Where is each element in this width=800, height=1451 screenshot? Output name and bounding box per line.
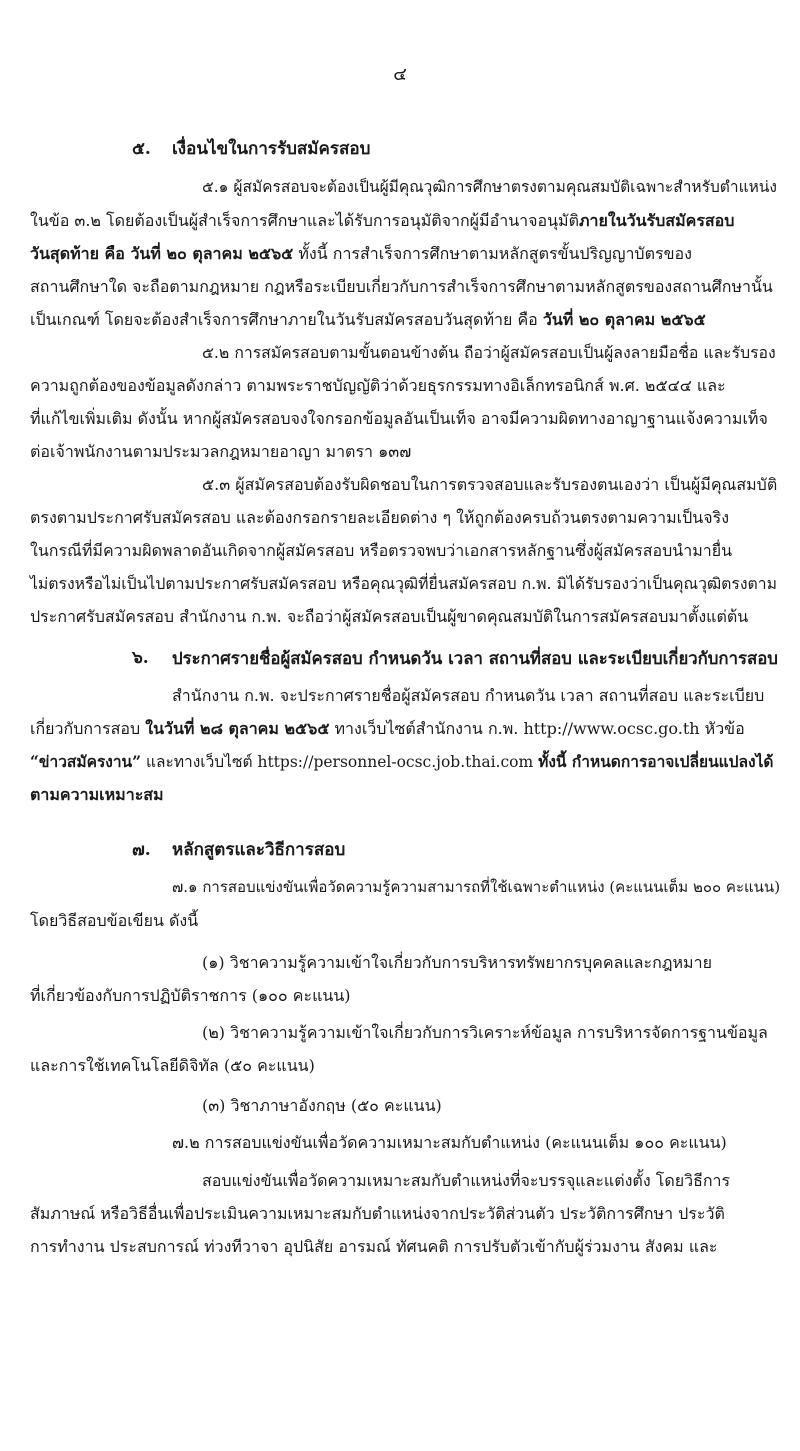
para-6-line-3-bold: “ข่าวสมัครงาน” [30, 752, 142, 771]
para-5-1-line-3 [30, 246, 692, 262]
page-number: ๔ [393, 64, 407, 85]
subject-2-line-1: (๒) วิชาความรู้ความเข้าใจเกี่ยวกับการวิเคราะห์ข้อมูล การบริหารจัดการฐานข้อมูล [202, 1023, 768, 1042]
para-6-line-4: ตามความเหมาะสม [30, 785, 164, 804]
subject-1-line-1: (๑) วิชาความรู้ความเข้าใจเกี่ยวกับการบริหารทรัพยากรบุคคลและกฎหมาย [202, 953, 712, 972]
para-6-line-2 [30, 721, 745, 737]
subject-2-line-2: และการใช้เทคโนโลยีดิจิทัล (๕๐ คะแนน) [30, 1056, 315, 1075]
para-5-1-line-2-bold: ภายในวันรับสมัครสอบ [578, 211, 735, 230]
para-5-1-line-3-bold: วันสุดท้าย คือ วันที่ ๒๐ ตุลาคม ๒๕๖๕ [30, 244, 294, 263]
section-6-number: ๖. [132, 648, 149, 668]
para-6-line-3-bold-2: ทั้งนี้ กำหนดการอาจเปลี่ยนแปลงได้ [538, 752, 774, 771]
para-6-line-3 [30, 754, 773, 771]
subject-1-line-2: ที่เกี่ยวข้องกับการปฏิบัติราชการ (๑๐๐ คะแนน) [30, 986, 351, 1005]
para-5-3-line-5: ประกาศรับสมัครสอบ สำนักงาน ก.พ. จะถือว่าผู้สมัครสอบเป็นผู้ขาดคุณสมบัติในการสมัครสอบมาตั้งแต่ต้น [30, 607, 749, 626]
section-7-number: ๗. [132, 840, 151, 860]
para-7-2-line-2: สอบแข่งขันเพื่อวัดความเหมาะสมกับตำแหน่งที่จะบรรจุและแต่งตั้ง โดยวิธีการ [202, 1171, 731, 1190]
para-5-1-line-5 [30, 312, 706, 328]
para-5-1-line-3-text: ทั้งนี้ การสำเร็จการศึกษาตามหลักสูตรขั้นปริญญาบัตรของ [293, 244, 692, 263]
para-5-2-line-4: ต่อเจ้าพนักงานตามประมวลกฎหมายอาญา มาตรา ๑๓๗ [30, 442, 412, 461]
para-5-1-line-2 [30, 213, 734, 229]
para-5-3-line-4: ไม่ตรงหรือไม่เป็นไปตามประกาศรับสมัครสอบ หรือคุณวุฒิที่ยื่นสมัครสอบ ก.พ. มิได้รับรองว่าเป็นคุณวุฒิตรงตาม [30, 574, 778, 593]
para-5-2-line-3: ที่แก้ไขเพิ่มเติม ดังนั้น หากผู้สมัครสอบจงใจกรอกข้อมูลอันเป็นเท็จ อาจมีความผิดทางอาญาฐานแจ้งความเท็จ [30, 409, 768, 428]
para-7-1-line-1: ๗.๑ การสอบแข่งขันเพื่อวัดความรู้ความสามารถที่ใช้เฉพาะตำแหน่ง (คะแนนเต็ม ๒๐๐ คะแนน) [172, 878, 781, 896]
para-7-2-line-4: การทำงาน ประสบการณ์ ท่วงทีวาจา อุปนิสัย อารมณ์ ทัศนคติ การปรับตัวเข้ากับผู้ร่วมงาน สังคม และ [30, 1237, 718, 1256]
para-5-3-line-1: ๕.๓ ผู้สมัครสอบต้องรับผิดชอบในการตรวจสอบและรับรองตนเองว่า เป็นผู้มีคุณสมบัติ [202, 475, 778, 494]
para-6-line-1: สำนักงาน ก.พ. จะประกาศรายชื่อผู้สมัครสอบ กำหนดวัน เวลา สถานที่สอบ และระเบียบ [172, 686, 765, 705]
subject-3: (๓) วิชาภาษาอังกฤษ (๕๐ คะแนน) [202, 1096, 442, 1115]
para-5-1-line-4: สถานศึกษาใด จะถือตามกฎหมาย กฎหรือระเบียบเกี่ยวกับการสำเร็จการศึกษาตามหลักสูตรของสถานศึกษานั้น [30, 277, 773, 296]
para-7-2-line-1: ๗.๒ การสอบแข่งขันเพื่อวัดความเหมาะสมกับตำแหน่ง (คะแนนเต็ม ๑๐๐ คะแนน) [172, 1133, 727, 1152]
para-6-line-2-text: เกี่ยวกับการสอบ [30, 719, 146, 738]
para-5-3-line-3: ในกรณีที่มีความผิดพลาดอันเกิดจากผู้สมัครสอบ หรือตรวจพบว่าเอกสารหลักฐานซึ่งผู้สมัครสอบนำมายื่น [30, 541, 733, 560]
para-7-2-line-3: สัมภาษณ์ หรือวิธีอื่นเพื่อประเมินความเหมาะสมกับตำแหน่งจากประวัติส่วนตัว ประวัติการศึกษา ประวัติ [30, 1204, 725, 1223]
section-5-heading: เงื่อนไขในการรับสมัครสอบ [172, 139, 371, 159]
para-5-1-line-1: ๕.๑ ผู้สมัครสอบจะต้องเป็นผู้มีคุณวุฒิการศึกษาตรงตามคุณสมบัติเฉพาะสำหรับตำแหน่ง [202, 178, 777, 196]
para-5-1-line-2-text: ในข้อ ๓.๒ โดยต้องเป็นผู้สำเร็จการศึกษาและได้รับการอนุมัติจากผู้มีอำนาจอนุมัติ [30, 211, 579, 230]
para-7-1-line-2: โดยวิธีสอบข้อเขียน ดังนี้ [30, 911, 199, 930]
section-7-heading: หลักสูตรและวิธีการสอบ [172, 840, 346, 860]
para-6-line-3-text: และทางเว็บไซต์ https://personnel-ocsc.job.thai.com [141, 753, 539, 771]
para-5-2-line-1: ๕.๒ การสมัครสอบตามขั้นตอนข้างต้น ถือว่าผู้สมัครสอบเป็นผู้ลงลายมือชื่อ และรับรอง [202, 343, 776, 362]
section-5-number: ๕. [132, 139, 151, 159]
para-5-1-line-5-text: เป็นเกณฑ์ โดยจะต้องสำเร็จการศึกษาภายในวันรับสมัครสอบวันสุดท้าย คือ [30, 310, 543, 329]
para-6-line-2-text-2: ทางเว็บไซต์สำนักงาน ก.พ. http://www.ocsc.go.th หัวข้อ [329, 719, 745, 738]
para-5-1-line-5-bold: วันที่ ๒๐ ตุลาคม ๒๕๖๕ [542, 310, 706, 329]
para-5-2-line-2: ความถูกต้องของข้อมูลดังกล่าว ตามพระราชบัญญัติว่าด้วยธุรกรรมทางอิเล็กทรอนิกส์ พ.ศ. ๒๕๔๔ และ [30, 376, 726, 395]
para-6-line-2-bold: ในวันที่ ๒๘ ตุลาคม ๒๕๖๕ [145, 719, 330, 738]
section-6-heading: ประกาศรายชื่อผู้สมัครสอบ กำหนดวัน เวลา สถานที่สอบ และระเบียบเกี่ยวกับการสอบ [172, 648, 778, 668]
para-5-3-line-2: ตรงตามประกาศรับสมัครสอบ และต้องกรอกรายละเอียดต่าง ๆ ให้ถูกต้องครบถ้วนตรงตามความเป็นจริง [30, 508, 730, 527]
